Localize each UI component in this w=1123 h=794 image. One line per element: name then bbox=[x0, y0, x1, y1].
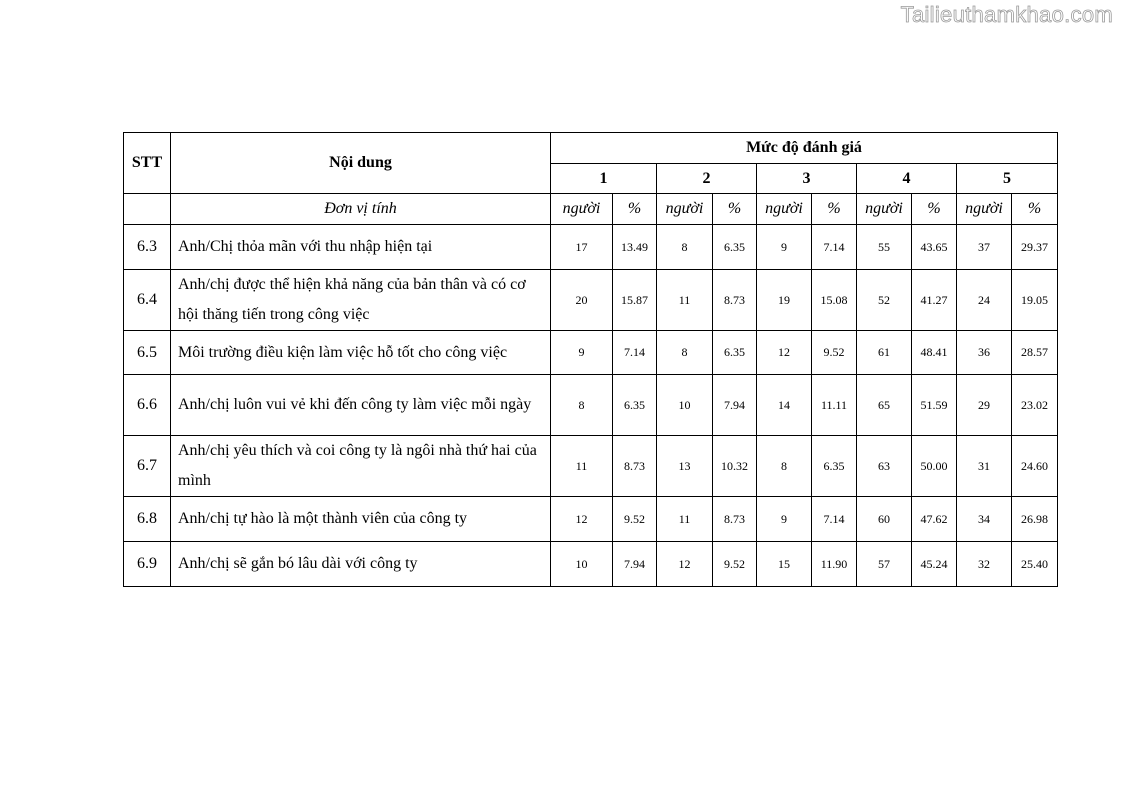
count-cell-level-3: 9 bbox=[757, 225, 812, 270]
percent-cell-level-5: 19.05 bbox=[1012, 270, 1058, 331]
unit-count-3: người bbox=[757, 194, 812, 225]
count-cell-level-2: 12 bbox=[657, 542, 713, 587]
unit-percent-1: % bbox=[613, 194, 657, 225]
row-content: Anh/chị tự hào là một thành viên của công ty bbox=[171, 497, 551, 542]
count-cell-level-4: 57 bbox=[857, 542, 912, 587]
row-content: Môi trường điều kiện làm việc hỗ tốt cho công việc bbox=[171, 331, 551, 375]
count-cell-level-3: 12 bbox=[757, 331, 812, 375]
table-row bbox=[124, 436, 1058, 497]
percent-cell-level-3: 7.14 bbox=[812, 225, 857, 270]
row-content: Anh/Chị thỏa mãn với thu nhập hiện tại bbox=[171, 225, 551, 270]
percent-cell-level-3: 15.08 bbox=[812, 270, 857, 331]
table-row bbox=[124, 497, 1058, 542]
count-cell-level-2: 8 bbox=[657, 225, 713, 270]
percent-cell-level-4: 50.00 bbox=[912, 436, 957, 497]
percent-cell-level-1: 8.73 bbox=[613, 436, 657, 497]
count-cell-level-1: 12 bbox=[551, 497, 613, 542]
percent-cell-level-4: 51.59 bbox=[912, 375, 957, 436]
table-row bbox=[124, 225, 1058, 270]
unit-percent-2: % bbox=[713, 194, 757, 225]
count-cell-level-1: 9 bbox=[551, 331, 613, 375]
count-cell-level-1: 10 bbox=[551, 542, 613, 587]
count-cell-level-2: 8 bbox=[657, 331, 713, 375]
count-cell-level-4: 63 bbox=[857, 436, 912, 497]
count-cell-level-5: 32 bbox=[957, 542, 1012, 587]
percent-cell-level-2: 7.94 bbox=[713, 375, 757, 436]
count-cell-level-1: 17 bbox=[551, 225, 613, 270]
count-cell-level-1: 8 bbox=[551, 375, 613, 436]
row-stt: 6.8 bbox=[124, 497, 171, 542]
level-4-header: 4 bbox=[857, 164, 957, 194]
percent-cell-level-2: 10.32 bbox=[713, 436, 757, 497]
header-row bbox=[124, 133, 1058, 164]
percent-cell-level-4: 48.41 bbox=[912, 331, 957, 375]
count-cell-level-1: 11 bbox=[551, 436, 613, 497]
count-cell-level-2: 11 bbox=[657, 497, 713, 542]
table-row bbox=[124, 331, 1058, 375]
table-row bbox=[124, 375, 1058, 436]
row-stt: 6.9 bbox=[124, 542, 171, 587]
count-cell-level-4: 55 bbox=[857, 225, 912, 270]
level-5-header: 5 bbox=[957, 164, 1058, 194]
row-stt: 6.3 bbox=[124, 225, 171, 270]
unit-label: Đơn vị tính bbox=[171, 194, 551, 225]
table-row bbox=[124, 270, 1058, 331]
count-cell-level-3: 8 bbox=[757, 436, 812, 497]
rating-group-header: Mức độ đánh giá bbox=[551, 133, 1058, 164]
content-header: Nội dung bbox=[171, 133, 551, 194]
percent-cell-level-2: 6.35 bbox=[713, 331, 757, 375]
row-content: Anh/chị luôn vui vẻ khi đến công ty làm việc mỗi ngày bbox=[171, 375, 551, 436]
percent-cell-level-1: 7.94 bbox=[613, 542, 657, 587]
count-cell-level-5: 37 bbox=[957, 225, 1012, 270]
unit-row bbox=[124, 194, 1058, 225]
percent-cell-level-5: 26.98 bbox=[1012, 497, 1058, 542]
level-2-header: 2 bbox=[657, 164, 757, 194]
unit-count-5: người bbox=[957, 194, 1012, 225]
row-content: Anh/chị yêu thích và coi công ty là ngôi nhà thứ hai của mình bbox=[171, 436, 551, 497]
percent-cell-level-1: 6.35 bbox=[613, 375, 657, 436]
row-stt: 6.5 bbox=[124, 331, 171, 375]
percent-cell-level-3: 11.90 bbox=[812, 542, 857, 587]
percent-cell-level-2: 8.73 bbox=[713, 270, 757, 331]
percent-cell-level-3: 9.52 bbox=[812, 331, 857, 375]
percent-cell-level-1: 15.87 bbox=[613, 270, 657, 331]
unit-count-2: người bbox=[657, 194, 713, 225]
count-cell-level-4: 60 bbox=[857, 497, 912, 542]
percent-cell-level-5: 25.40 bbox=[1012, 542, 1058, 587]
percent-cell-level-1: 7.14 bbox=[613, 331, 657, 375]
count-cell-level-3: 14 bbox=[757, 375, 812, 436]
row-stt: 6.7 bbox=[124, 436, 171, 497]
percent-cell-level-4: 41.27 bbox=[912, 270, 957, 331]
level-1-header: 1 bbox=[551, 164, 657, 194]
count-cell-level-4: 61 bbox=[857, 331, 912, 375]
count-cell-level-5: 29 bbox=[957, 375, 1012, 436]
count-cell-level-2: 11 bbox=[657, 270, 713, 331]
percent-cell-level-5: 23.02 bbox=[1012, 375, 1058, 436]
percent-cell-level-2: 8.73 bbox=[713, 497, 757, 542]
count-cell-level-5: 36 bbox=[957, 331, 1012, 375]
count-cell-level-4: 65 bbox=[857, 375, 912, 436]
survey-table bbox=[123, 132, 1058, 587]
row-content: Anh/chị sẽ gắn bó lâu dài với công ty bbox=[171, 542, 551, 587]
percent-cell-level-2: 9.52 bbox=[713, 542, 757, 587]
count-cell-level-4: 52 bbox=[857, 270, 912, 331]
percent-cell-level-3: 11.11 bbox=[812, 375, 857, 436]
percent-cell-level-2: 6.35 bbox=[713, 225, 757, 270]
percent-cell-level-5: 28.57 bbox=[1012, 331, 1058, 375]
watermark: Tailieuthamkhao.com bbox=[900, 2, 1113, 27]
unit-count-4: người bbox=[857, 194, 912, 225]
count-cell-level-3: 15 bbox=[757, 542, 812, 587]
percent-cell-level-5: 29.37 bbox=[1012, 225, 1058, 270]
level-3-header: 3 bbox=[757, 164, 857, 194]
count-cell-level-3: 9 bbox=[757, 497, 812, 542]
percent-cell-level-4: 43.65 bbox=[912, 225, 957, 270]
percent-cell-level-4: 47.62 bbox=[912, 497, 957, 542]
unit-percent-5: % bbox=[1012, 194, 1058, 225]
row-stt: 6.4 bbox=[124, 270, 171, 331]
row-content: Anh/chị được thể hiện khả năng của bản thân và có cơ hội thăng tiến trong công việc bbox=[171, 270, 551, 331]
percent-cell-level-4: 45.24 bbox=[912, 542, 957, 587]
unit-percent-4: % bbox=[912, 194, 957, 225]
count-cell-level-1: 20 bbox=[551, 270, 613, 331]
unit-stt-cell bbox=[124, 194, 171, 225]
count-cell-level-2: 10 bbox=[657, 375, 713, 436]
unit-percent-3: % bbox=[812, 194, 857, 225]
percent-cell-level-1: 9.52 bbox=[613, 497, 657, 542]
count-cell-level-5: 24 bbox=[957, 270, 1012, 331]
percent-cell-level-1: 13.49 bbox=[613, 225, 657, 270]
count-cell-level-5: 31 bbox=[957, 436, 1012, 497]
percent-cell-level-3: 6.35 bbox=[812, 436, 857, 497]
count-cell-level-5: 34 bbox=[957, 497, 1012, 542]
count-cell-level-3: 19 bbox=[757, 270, 812, 331]
row-stt: 6.6 bbox=[124, 375, 171, 436]
percent-cell-level-3: 7.14 bbox=[812, 497, 857, 542]
percent-cell-level-5: 24.60 bbox=[1012, 436, 1058, 497]
table-row bbox=[124, 542, 1058, 587]
unit-count-1: người bbox=[551, 194, 613, 225]
count-cell-level-2: 13 bbox=[657, 436, 713, 497]
stt-header: STT bbox=[124, 133, 171, 194]
